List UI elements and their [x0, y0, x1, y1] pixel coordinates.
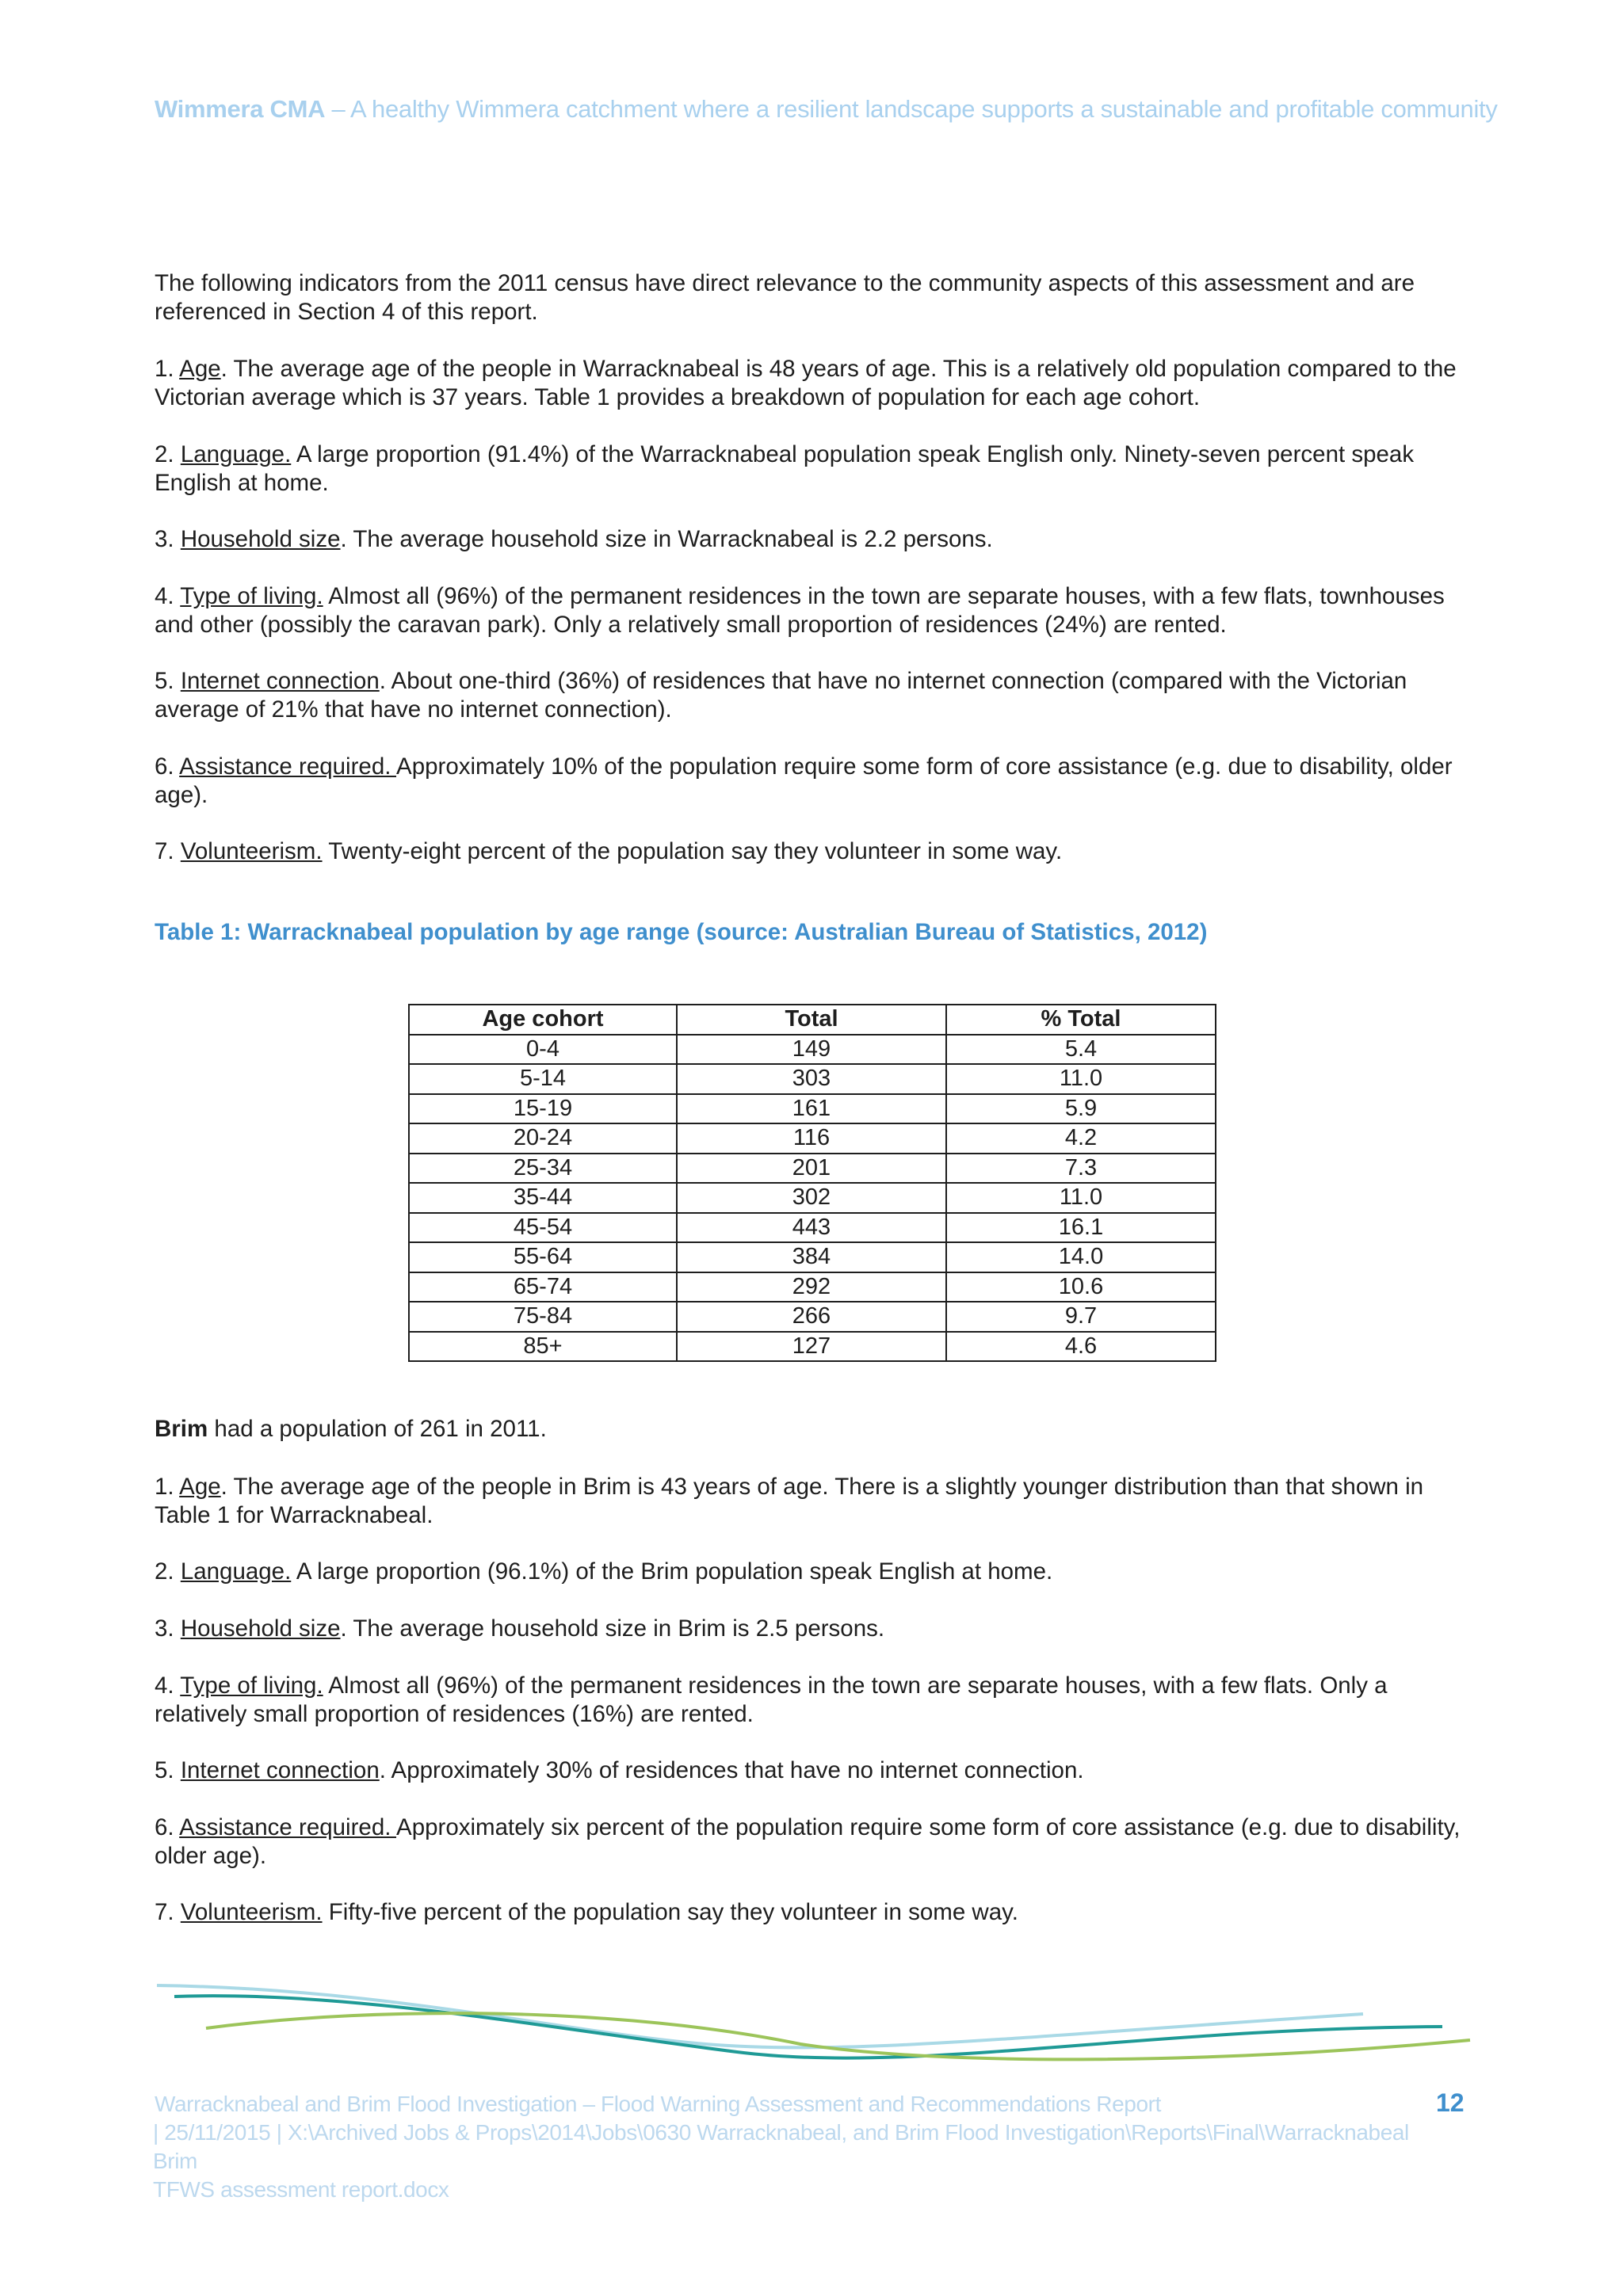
- table-cell: 10.6: [946, 1272, 1216, 1302]
- table-cell: 161: [677, 1094, 946, 1124]
- warracknabeal-item-age: 1. Age. The average age of the people in Warracknabeal is 48 years of age. This is a relatively old population compared to the Victorian average which is 37 years. Table 1 provides a breakdown of population for each age cohort.: [155, 356, 1457, 410]
- warracknabeal-item-language: 2. Language. A large proportion (91.4%) of the Warracknabeal population speak English only. Ninety-seven percent speak English at home.: [155, 441, 1415, 496]
- footer-file-path: | 25/11/2015 | X:\Archived Jobs & Props\2014\Jobs\0630 Warracknabeal, and Brim Flood Investigation\Reports\Final\Warracknabeal Brim: [153, 2120, 1409, 2173]
- footer-report-title: Warracknabeal and Brim Flood Investigation – Flood Warning Assessment and Recommendations Report: [155, 2092, 1161, 2116]
- table-cell: 116: [677, 1123, 946, 1154]
- table-cell: 5.4: [946, 1035, 1216, 1065]
- table-cell: 9.7: [946, 1302, 1216, 1332]
- table-cell: 55-64: [409, 1242, 677, 1272]
- table-cell: 20-24: [409, 1123, 677, 1154]
- column-header: Age cohort: [409, 1005, 677, 1035]
- table-cell: 25-34: [409, 1154, 677, 1184]
- brim-item-volunteerism: 7. Volunteerism. Fifty-five percent of the population say they volunteer in some way.: [155, 1899, 1018, 1925]
- footer-wave-decoration: [151, 1973, 1474, 2076]
- header-brand: Wimmera CMA: [155, 95, 326, 123]
- table-cell: 5-14: [409, 1064, 677, 1094]
- table-cell: 303: [677, 1064, 946, 1094]
- table-cell: 75-84: [409, 1302, 677, 1332]
- table-row: [409, 1154, 1216, 1184]
- table-cell: 45-54: [409, 1213, 677, 1243]
- warracknabeal-item-internet: 5. Internet connection. About one-third (36%) of residences that have no internet connection (compared with the Victorian average of 21% that have no internet connection).: [155, 668, 1407, 723]
- brim-item-age: 1. Age. The average age of the people in Brim is 43 years of age. There is a slightly younger distribution than that shown in Table 1 for Warracknabeal.: [155, 1474, 1424, 1528]
- table-cell: 35-44: [409, 1183, 677, 1213]
- intro-paragraph: The following indicators from the 2011 census have direct relevance to the community aspects of this assessment and are referenced in Section 4 of this report.: [155, 270, 1415, 325]
- table-cell: 85+: [409, 1332, 677, 1362]
- table-cell: 4.6: [946, 1332, 1216, 1362]
- table-cell: 5.9: [946, 1094, 1216, 1124]
- footer-file-name: TFWS assessment report.docx: [153, 2177, 449, 2202]
- table-cell: 65-74: [409, 1272, 677, 1302]
- column-header: Total: [677, 1005, 946, 1035]
- brim-intro: Brim had a population of 261 in 2011.: [155, 1416, 547, 1442]
- table-cell: 127: [677, 1332, 946, 1362]
- table-row: [409, 1094, 1216, 1124]
- table-caption: Table 1: Warracknabeal population by age range (source: Australian Bureau of Statistics, 2012): [155, 919, 1208, 945]
- brim-item-language: 2. Language. A large proportion (96.1%) of the Brim population speak English at home.: [155, 1558, 1053, 1585]
- table-row: [409, 1242, 1216, 1272]
- table-cell: 302: [677, 1183, 946, 1213]
- table-cell: 201: [677, 1154, 946, 1184]
- table-row: [409, 1213, 1216, 1243]
- table-cell: 15-19: [409, 1094, 677, 1124]
- warracknabeal-item-volunteerism: 7. Volunteerism. Twenty-eight percent of the population say they volunteer in some way.: [155, 838, 1063, 864]
- page-footer: [155, 2090, 1423, 2204]
- page-header: [155, 95, 1502, 124]
- table-row: [409, 1123, 1216, 1154]
- brim-item-internet: 5. Internet connection. Approximately 30% of residences that have no internet connection.: [155, 1757, 1084, 1783]
- table-cell: 0-4: [409, 1035, 677, 1065]
- header-tagline: – A healthy Wimmera catchment where a resilient landscape supports a sustainable and profitable community: [325, 95, 1498, 123]
- brim-item-household: 3. Household size. The average household size in Brim is 2.5 persons.: [155, 1615, 885, 1642]
- table-row: [409, 1064, 1216, 1094]
- table-row: [409, 1272, 1216, 1302]
- brim-item-living: 4. Type of living. Almost all (96%) of the permanent residences in the town are separate houses, with a few flats. Only a relatively small proportion of residences (16%) are rented.: [155, 1672, 1388, 1727]
- page-number: 12: [1436, 2088, 1465, 2117]
- table-row: [409, 1332, 1216, 1362]
- table-cell: 4.2: [946, 1123, 1216, 1154]
- table-cell: 7.3: [946, 1154, 1216, 1184]
- table-cell: 384: [677, 1242, 946, 1272]
- table-cell: 443: [677, 1213, 946, 1243]
- table-row: [409, 1302, 1216, 1332]
- warracknabeal-item-assistance: 6. Assistance required. Approximately 10% of the population require some form of core assistance (e.g. due to disability, older age).: [155, 753, 1453, 808]
- table-row: [409, 1035, 1216, 1065]
- table-cell: 11.0: [946, 1183, 1216, 1213]
- table-cell: 16.1: [946, 1213, 1216, 1243]
- table-cell: 14.0: [946, 1242, 1216, 1272]
- warracknabeal-item-living: 4. Type of living. Almost all (96%) of the permanent residences in the town are separate houses, with a few flats, townhouses and other (possibly the caravan park). Only a relatively small proportion of residences (24%) are rented.: [155, 583, 1445, 638]
- table-cell: 149: [677, 1035, 946, 1065]
- warracknabeal-item-household: 3. Household size. The average household size in Warracknabeal is 2.2 persons.: [155, 526, 993, 552]
- table-cell: 11.0: [946, 1064, 1216, 1094]
- table-row: [409, 1183, 1216, 1213]
- column-header: % Total: [946, 1005, 1216, 1035]
- table-cell: 266: [677, 1302, 946, 1332]
- table-header-row: [409, 1005, 1216, 1035]
- age-cohort-table: [408, 1004, 1216, 1362]
- table-cell: 292: [677, 1272, 946, 1302]
- brim-item-assistance: 6. Assistance required. Approximately six percent of the population require some form of core assistance (e.g. due to disability, older age).: [155, 1814, 1461, 1869]
